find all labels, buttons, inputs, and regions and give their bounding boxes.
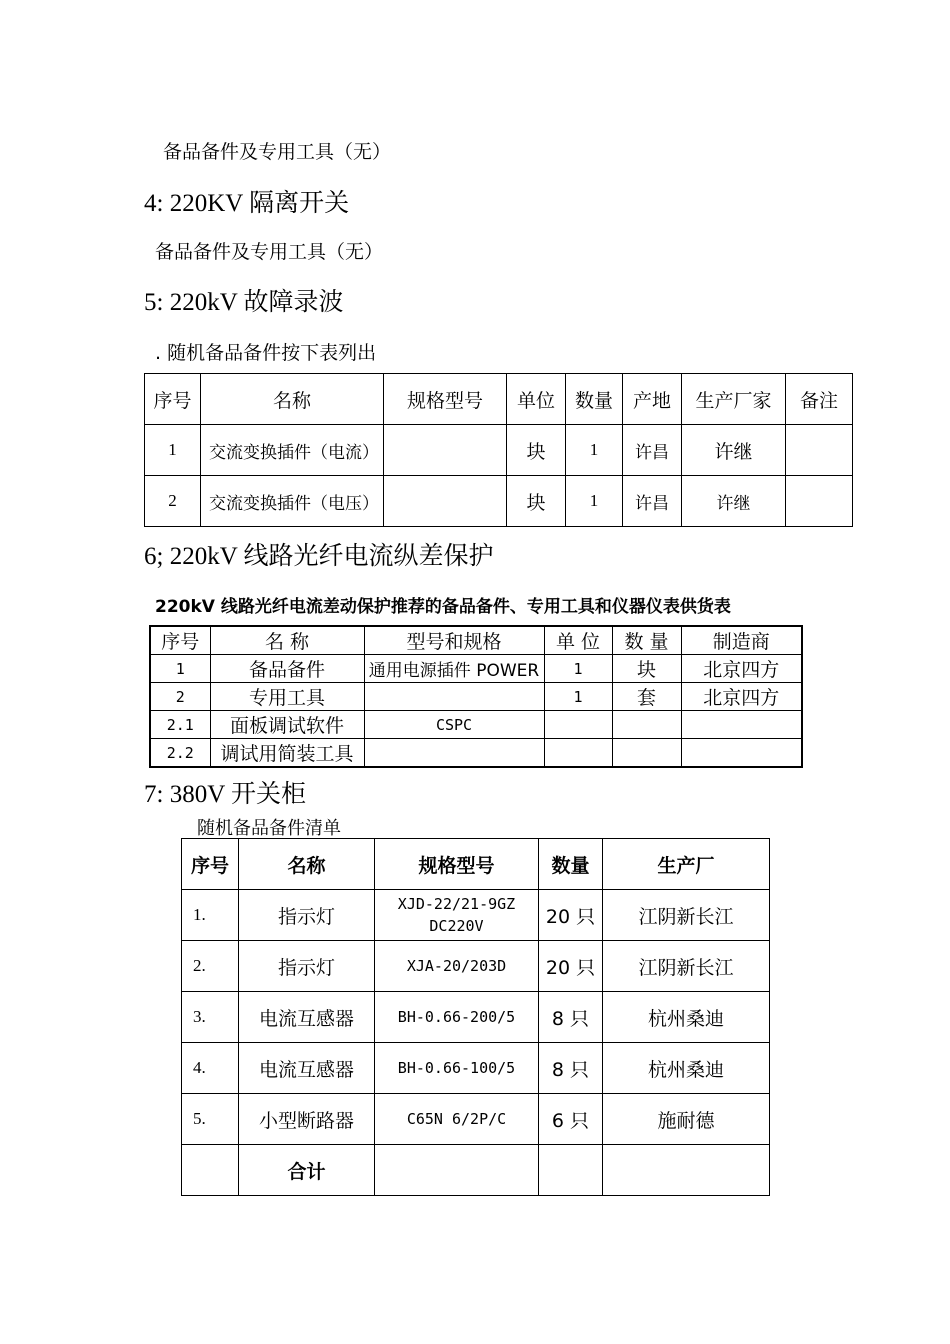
table-row xyxy=(182,992,770,1043)
table-row xyxy=(150,739,802,768)
header-cell: 序号 xyxy=(150,626,210,655)
table-cell xyxy=(786,476,853,527)
header-cell: 数量 xyxy=(566,374,623,425)
table-cell: 1 xyxy=(544,683,612,711)
table-cell xyxy=(364,739,544,768)
table-cell: 8 只 xyxy=(539,1043,603,1094)
table-cell: BH-0.66-200/5 xyxy=(375,992,539,1043)
section-heading-7: 7: 380V 开关柜 xyxy=(144,781,307,808)
table-cell: C65N 6/2P/C xyxy=(375,1094,539,1145)
table-header-row xyxy=(145,374,853,425)
table-cell: 北京四方 xyxy=(681,683,802,711)
table-row xyxy=(182,1145,770,1196)
table-cell: 杭州桑迪 xyxy=(603,992,770,1043)
table-cell: 2.1 xyxy=(150,711,210,739)
table-cell: 交流变换插件（电流） xyxy=(201,425,384,476)
table-cell: 施耐德 xyxy=(603,1094,770,1145)
spare-parts-table-line-protection xyxy=(149,625,803,768)
table-cell: XJA-20/203D xyxy=(375,941,539,992)
table-cell: 1 xyxy=(566,425,623,476)
table-cell xyxy=(786,425,853,476)
header-cell: 制造商 xyxy=(681,626,802,655)
table-cell: 8 只 xyxy=(539,992,603,1043)
table-cell: 5. xyxy=(182,1094,239,1145)
table-row xyxy=(145,425,853,476)
table-cell xyxy=(539,1145,603,1196)
table-cell: CSPC xyxy=(364,711,544,739)
table-cell: 许昌 xyxy=(623,476,682,527)
table-row xyxy=(182,941,770,992)
table-cell xyxy=(384,425,507,476)
table-caption: 220kV 线路光纤电流差动保护推荐的备品备件、专用工具和仪器仪表供货表 xyxy=(155,597,731,617)
section-heading-6: 6; 220kV 线路光纤电流纵差保护 xyxy=(144,543,494,570)
table-row xyxy=(150,655,802,683)
table-cell: 许继 xyxy=(682,476,786,527)
header-cell: 数量 xyxy=(539,839,603,890)
table-cell xyxy=(384,476,507,527)
table-cell: 2 xyxy=(150,683,210,711)
header-cell: 生产厂 xyxy=(603,839,770,890)
table-cell: 杭州桑迪 xyxy=(603,1043,770,1094)
header-cell: 序号 xyxy=(182,839,239,890)
header-cell: 数 量 xyxy=(612,626,681,655)
table-cell: 20 只 xyxy=(539,941,603,992)
table-cell: 块 xyxy=(507,476,566,527)
table-cell xyxy=(375,1145,539,1196)
table-cell xyxy=(612,711,681,739)
table-cell: 北京四方 xyxy=(681,655,802,683)
table-header-row xyxy=(150,626,802,655)
table-cell: 备品备件 xyxy=(210,655,364,683)
total-label: 合计 xyxy=(239,1145,375,1196)
table-cell: 电流互感器 xyxy=(239,992,375,1043)
table-cell: 块 xyxy=(507,425,566,476)
header-cell: 单位 xyxy=(507,374,566,425)
header-cell: 型号和规格 xyxy=(364,626,544,655)
header-cell: 规格型号 xyxy=(375,839,539,890)
table-cell: BH-0.66-100/5 xyxy=(375,1043,539,1094)
table-row xyxy=(150,711,802,739)
table-cell: 电流互感器 xyxy=(239,1043,375,1094)
table-cell: 指示灯 xyxy=(239,941,375,992)
table-cell: 1 xyxy=(145,425,201,476)
table-cell: XJD-22/21-9GZ DC220V xyxy=(375,890,539,941)
table-cell: 指示灯 xyxy=(239,890,375,941)
table-cell: 20 只 xyxy=(539,890,603,941)
table-cell xyxy=(681,739,802,768)
header-cell: 产地 xyxy=(623,374,682,425)
table-header-row xyxy=(182,839,770,890)
table-cell: 交流变换插件（电压） xyxy=(201,476,384,527)
table-cell xyxy=(681,711,802,739)
s4-pre-text: 备品备件及专用工具（无） xyxy=(163,141,392,163)
header-cell: 名称 xyxy=(201,374,384,425)
table-row xyxy=(182,1094,770,1145)
header-cell: 序号 xyxy=(145,374,201,425)
table-cell: 2 xyxy=(145,476,201,527)
table-cell: 小型断路器 xyxy=(239,1094,375,1145)
table-cell: 1 xyxy=(544,655,612,683)
header-cell: 规格型号 xyxy=(384,374,507,425)
section-heading-5: 5: 220kV 故障录波 xyxy=(144,289,344,316)
s7-text: 随机备品备件清单 xyxy=(197,818,341,839)
section-heading-4: 4: 220KV 隔离开关 xyxy=(144,190,350,217)
table-cell: 4. xyxy=(182,1043,239,1094)
header-cell: 生产厂家 xyxy=(682,374,786,425)
table-cell: 1. xyxy=(182,890,239,941)
table-cell: 通用电源插件 POWER xyxy=(364,655,544,683)
table-cell: 江阴新长江 xyxy=(603,941,770,992)
header-cell: 名 称 xyxy=(210,626,364,655)
spare-parts-table-fault-recorder xyxy=(144,373,853,527)
table-cell: 1 xyxy=(566,476,623,527)
table-cell: 江阴新长江 xyxy=(603,890,770,941)
table-cell xyxy=(182,1145,239,1196)
header-cell: 备注 xyxy=(786,374,853,425)
header-cell: 名称 xyxy=(239,839,375,890)
table-cell: 面板调试软件 xyxy=(210,711,364,739)
table-cell: 3. xyxy=(182,992,239,1043)
s4-text: 备品备件及专用工具（无） xyxy=(155,241,384,263)
table-cell xyxy=(544,739,612,768)
table-cell: 2.2 xyxy=(150,739,210,768)
table-row xyxy=(150,683,802,711)
table-cell xyxy=(544,711,612,739)
spare-parts-table-switchgear xyxy=(181,838,770,1196)
table-cell: 套 xyxy=(612,683,681,711)
table-cell xyxy=(364,683,544,711)
table-cell: 许继 xyxy=(682,425,786,476)
table-row xyxy=(182,890,770,941)
table-cell: 块 xyxy=(612,655,681,683)
header-cell: 单 位 xyxy=(544,626,612,655)
table-cell: 专用工具 xyxy=(210,683,364,711)
table-cell: 1 xyxy=(150,655,210,683)
table-cell xyxy=(603,1145,770,1196)
table-cell: 2. xyxy=(182,941,239,992)
table-cell xyxy=(612,739,681,768)
table-cell: 调试用简装工具 xyxy=(210,739,364,768)
table-cell: 许昌 xyxy=(623,425,682,476)
table-row xyxy=(182,1043,770,1094)
s5-text: . 随机备品备件按下表列出 xyxy=(155,342,377,364)
table-cell: 6 只 xyxy=(539,1094,603,1145)
table-row xyxy=(145,476,853,527)
